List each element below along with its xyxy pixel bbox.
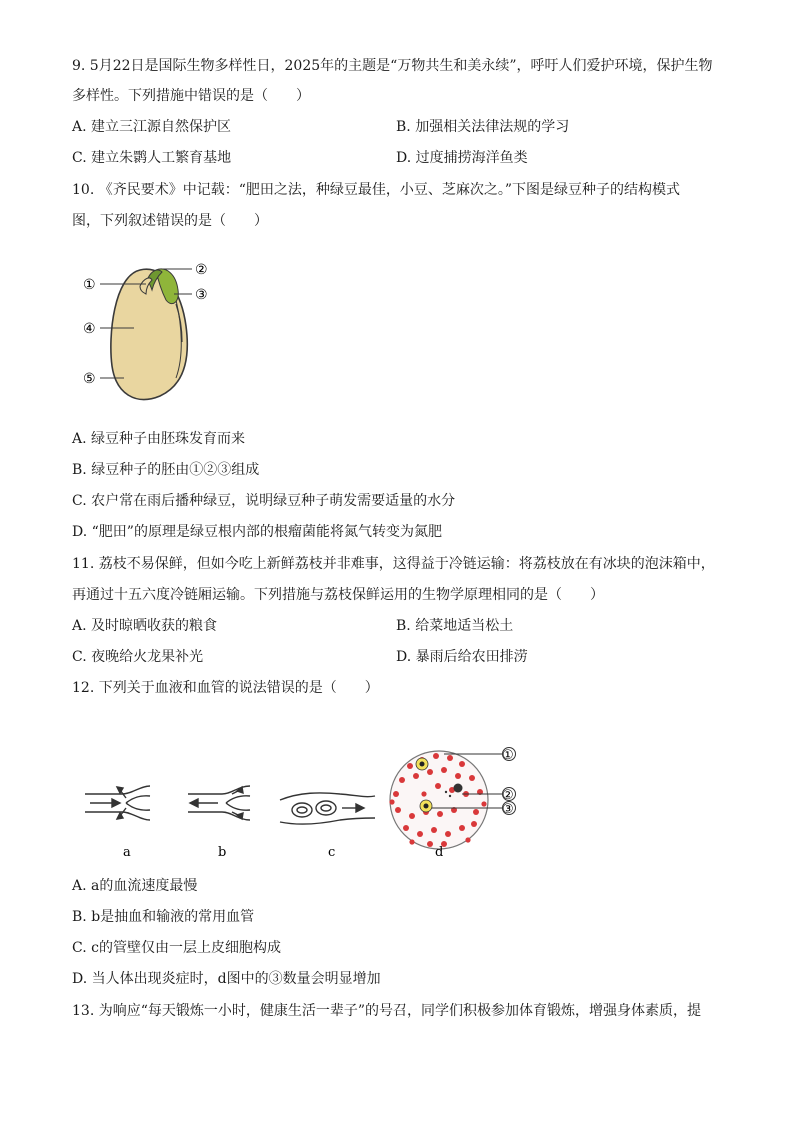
seed-label-1: ① bbox=[83, 277, 96, 293]
q11-stem-line2: 再通过十五六度冷链厢运输。下列措施与荔枝保鲜运用的生物学原理相同的是（ ） bbox=[72, 587, 604, 603]
vessel-b bbox=[188, 786, 250, 820]
q11-option-a: A. 及时晾晒收获的粮食 bbox=[72, 618, 218, 634]
q10-stem-line1: 10. 《齐民要术》中记载：“肥田之法，种绿豆最佳，小豆、芝麻次之。”下图是绿豆种子的结构模式 bbox=[72, 182, 681, 198]
q9-option-d: D. 过度捕捞海洋鱼类 bbox=[396, 150, 528, 166]
q10-stem-line2: 图，下列叙述错误的是（ ） bbox=[72, 213, 268, 229]
q12-option-a: A. a的血流速度最慢 bbox=[72, 878, 198, 894]
q11-stem-line1: 11. 荔枝不易保鲜，但如今吃上新鲜荔枝并非难事，这得益于冷链运输：将荔枝放在有冰块的泡沫箱中， bbox=[72, 556, 715, 572]
q11-option-c: C. 夜晚给火龙果补光 bbox=[72, 649, 204, 665]
blood-label-2: ② bbox=[502, 788, 514, 803]
blood-smear-d bbox=[389, 748, 515, 850]
seed-label-5: ⑤ bbox=[83, 371, 96, 387]
q9-stem-line1: 9. 5月22日是国际生物多样性日，2025年的主题是“万物共生和美永续”，呼吁人们爱护环境，保护生物 bbox=[72, 58, 713, 74]
seed-label-3: ③ bbox=[195, 287, 208, 303]
fig-label-b: b bbox=[218, 845, 227, 860]
q9-option-a: A. 建立三江源自然保护区 bbox=[72, 119, 232, 135]
q10-option-d: D. “肥田”的原理是绿豆根内部的根瘤菌能将氮气转变为氮肥 bbox=[72, 524, 442, 540]
q12-stem: 12. 下列关于血液和血管的说法错误的是（ ） bbox=[72, 680, 379, 696]
q12-option-c: C. c的管壁仅由一层上皮细胞构成 bbox=[72, 940, 281, 956]
mung-bean-seed-diagram bbox=[78, 256, 228, 406]
q11-option-b: B. 给菜地适当松土 bbox=[396, 618, 514, 634]
q12-option-b: B. b是抽血和输液的常用血管 bbox=[72, 909, 255, 925]
fig-label-d: d bbox=[435, 845, 444, 860]
q9-stem-line2: 多样性。下列措施中错误的是（ ） bbox=[72, 88, 310, 104]
q11-option-d: D. 暴雨后给农田排涝 bbox=[396, 649, 528, 665]
q12-option-d: D. 当人体出现炎症时，d图中的③数量会明显增加 bbox=[72, 971, 381, 987]
q10-option-c: C. 农户常在雨后播种绿豆，说明绿豆种子萌发需要适量的水分 bbox=[72, 493, 456, 509]
blood-label-3: ③ bbox=[502, 802, 514, 817]
q10-option-b: B. 绿豆种子的胚由①②③组成 bbox=[72, 462, 260, 478]
fig-label-a: a bbox=[123, 845, 131, 860]
q13-stem-line1: 13. 为响应“每天锻炼一小时，健康生活一辈子”的号召，同学们积极参加体育锻炼，增强身体素质，提 bbox=[72, 1003, 702, 1019]
blood-label-1: ① bbox=[502, 748, 514, 763]
q9-option-c: C. 建立朱鹮人工繁育基地 bbox=[72, 150, 232, 166]
vessel-a bbox=[85, 786, 150, 820]
seed-label-4: ④ bbox=[83, 321, 96, 337]
q9-option-b: B. 加强相关法律法规的学习 bbox=[396, 119, 570, 135]
q10-option-a: A. 绿豆种子由胚珠发育而来 bbox=[72, 431, 246, 447]
seed-label-2: ② bbox=[195, 262, 208, 278]
fig-label-c: c bbox=[328, 845, 336, 860]
blood-vessel-diagram bbox=[80, 732, 530, 862]
vessel-c bbox=[280, 793, 375, 824]
